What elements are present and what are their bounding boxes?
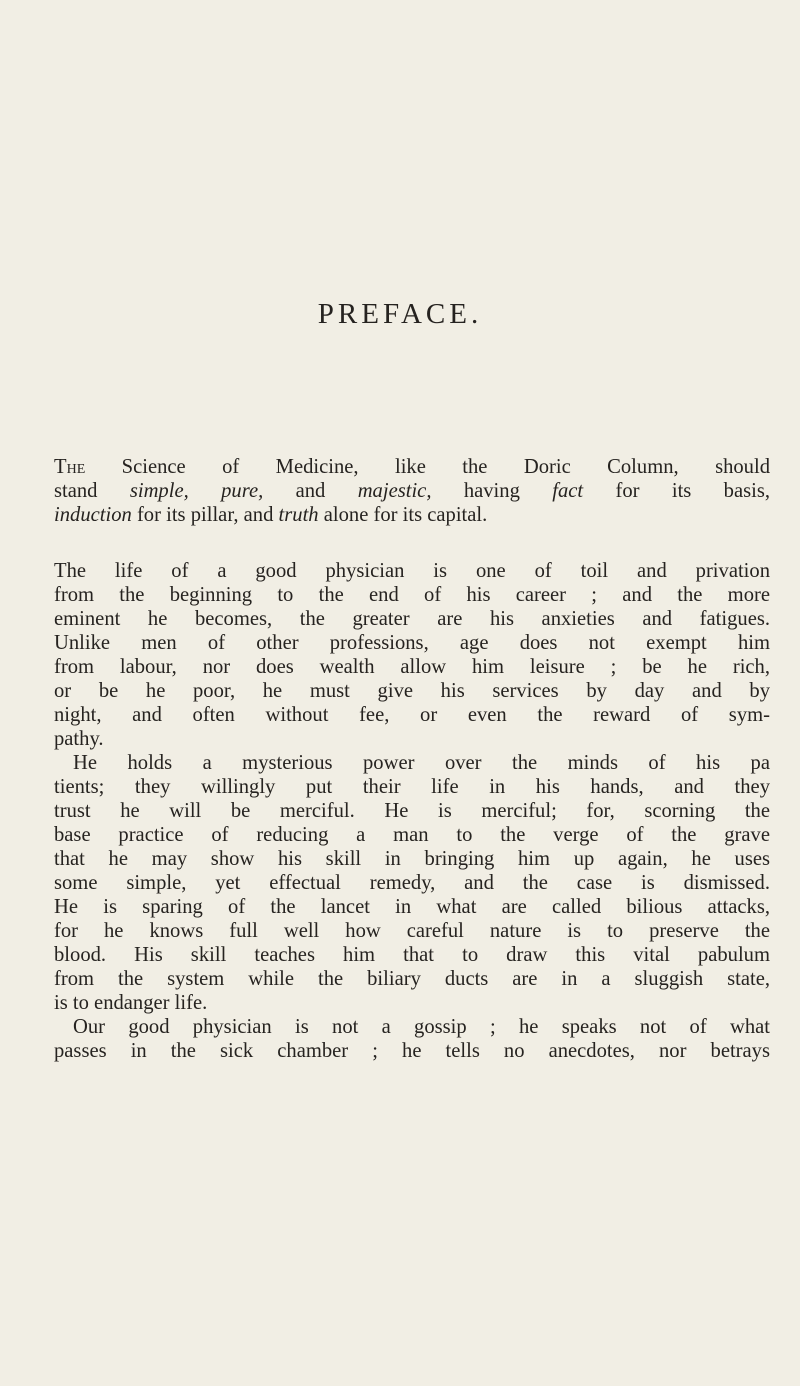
- text-line: from the beginning to the end of his career ; and the more: [54, 584, 770, 606]
- text-line: is to endanger life.: [54, 992, 208, 1014]
- line-text: Science of Medicine, like the Doric Column, should: [85, 456, 770, 478]
- lead-word: The: [54, 456, 86, 478]
- text-line: from labour, nor does wealth allow him leisure ; be he rich,: [54, 656, 770, 678]
- text-line: eminent he becomes, the greater are his anxieties and fatigues.: [54, 608, 770, 630]
- line-text: for its pillar, and: [131, 504, 279, 526]
- paragraph-intro: [54, 455, 770, 527]
- text-line: night, and often without fee, or even the reward of sym-: [54, 704, 770, 726]
- line-text: stand: [54, 480, 130, 502]
- text-line: [54, 503, 770, 527]
- line-text: for its basis,: [583, 480, 770, 502]
- italic-text: truth: [278, 504, 319, 526]
- text-line: [54, 479, 770, 503]
- text-line: The life of a good physician is one of toil and privation: [54, 560, 770, 582]
- text-line: base practice of reducing a man to the verge of the grave: [54, 824, 770, 846]
- italic-text: induction: [54, 504, 132, 526]
- text-line: Our good physician is not a gossip ; he speaks not of what: [73, 1016, 770, 1038]
- text-line: for he knows full well how careful nature is to preserve the: [54, 920, 770, 942]
- italic-text: majestic,: [357, 480, 432, 502]
- text-line: or be he poor, he must give his services by day and by: [54, 680, 770, 702]
- line-text: and: [263, 480, 358, 502]
- text-line: from the system while the biliary ducts are in a sluggish state,: [54, 968, 770, 990]
- line-text: alone for its capital.: [318, 504, 488, 526]
- text-line: passes in the sick chamber ; he tells no anecdotes, nor betrays: [54, 1040, 770, 1062]
- text-line: trust he will be merciful. He is merciful; for, scorning the: [54, 800, 770, 822]
- text-line: that he may show his skill in bringing him up again, he uses: [54, 848, 770, 870]
- text-line: He is sparing of the lancet in what are called bilious attacks,: [54, 896, 770, 918]
- page-title: PREFACE.: [317, 298, 483, 330]
- text-line: pathy.: [54, 728, 104, 750]
- text-line: Unlike men of other professions, age does not exempt him: [54, 632, 770, 654]
- text-line: blood. His skill teaches him that to draw this vital pabulum: [54, 944, 770, 966]
- line-text: having: [431, 480, 553, 502]
- text-line: tients; they willingly put their life in his hands, and they: [54, 776, 770, 798]
- italic-text: simple, pure,: [129, 480, 264, 502]
- italic-text: fact: [552, 480, 584, 502]
- paragraph-body: [54, 559, 770, 1063]
- text-line: He holds a mysterious power over the minds of his pa: [73, 752, 770, 774]
- text-line: [54, 455, 770, 479]
- text-line: some simple, yet effectual remedy, and the case is dismissed.: [54, 872, 770, 894]
